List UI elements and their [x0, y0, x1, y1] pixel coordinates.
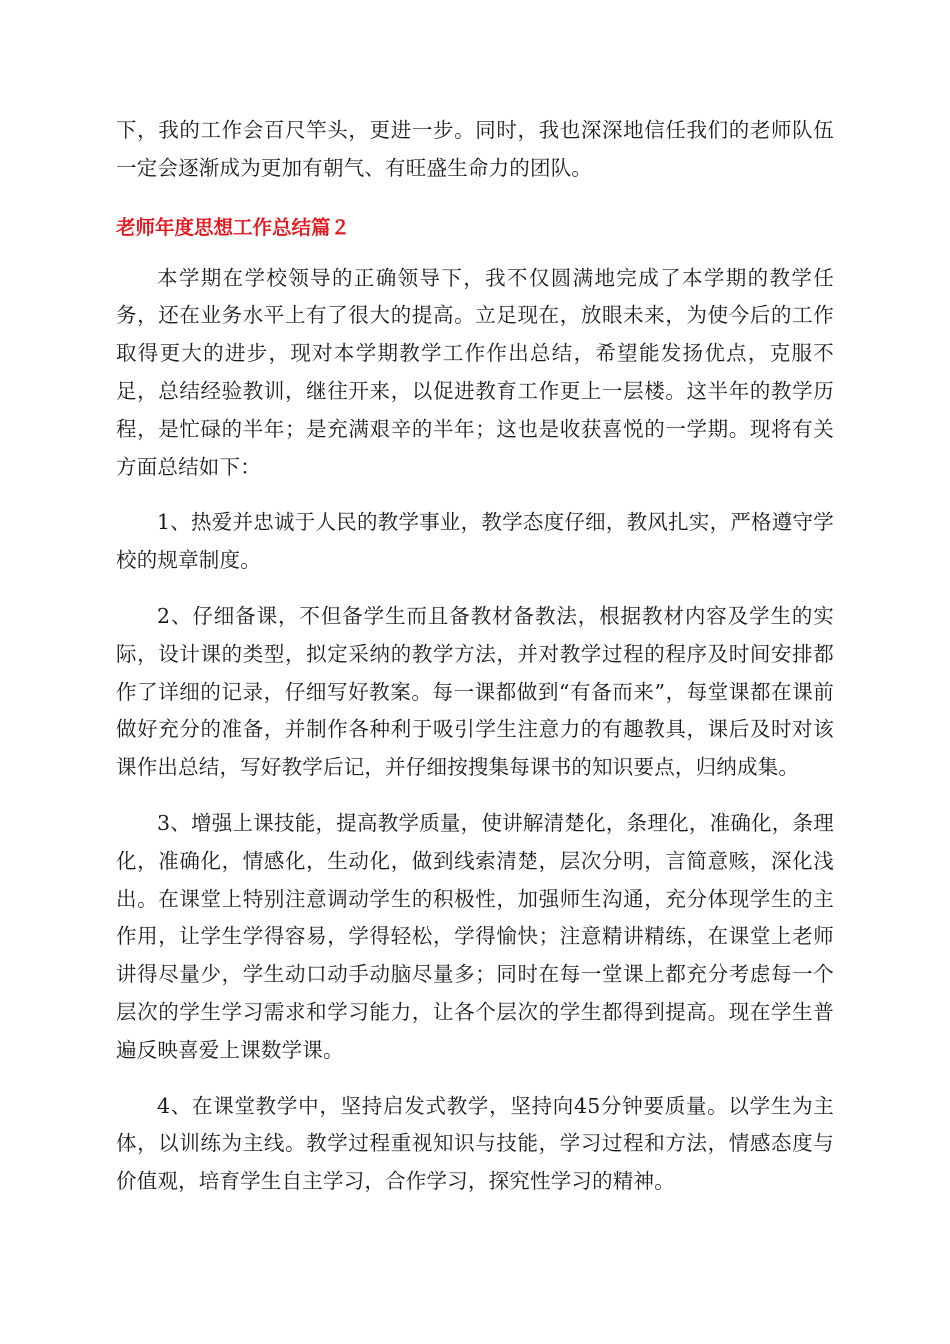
body-paragraph-item-3: 3、增强上课技能，提高教学质量，使讲解清楚化，条理化，准确化，条理化，准确化，情感化，生动化，做到线索清楚，层次分明，言简意赅，深化浅出。在课堂上特别注意调动学生的积极性，加强师生沟通，充分体现学生的主作用，让学生学得容易，学得轻松，学得愉快；注意精讲精练，在课堂上老师讲得尽量少，学生动口动手动脑尽量多；同时在每一堂课上都充分考虑每一个层次的学生学习需求和学习能力，让各个层次的学生都得到提高。现在学生普遍反映喜爱上课数学课。	[116, 810, 834, 1062]
document-page	[116, 112, 834, 1201]
continuation-paragraph: 下，我的工作会百尺竿头，更进一步。同时，我也深深地信任我们的老师队伍一定会逐渐成为更加有朝气、有旺盛生命力的团队。	[116, 118, 834, 180]
body-paragraph-intro: 本学期在学校领导的正确领导下，我不仅圆满地完成了本学期的教学任务，还在业务水平上有了很大的提高。立足现在，放眼未来，为使今后的工作取得更大的进步，现对本学期教学工作作出总结，希望能发扬优点，克服不足，总结经验教训，继往开来，以促进教育工作更上一层楼。这半年的教学历程，是忙碌的半年；是充满艰辛的半年；这也是收获喜悦的一学期。现将有关方面总结如下：	[116, 265, 834, 479]
body-paragraph-item-1: 1、热爱并忠诚于人民的教学事业，教学态度仔细，教风扎实，严格遵守学校的规章制度。	[116, 510, 834, 573]
body-paragraph-item-4: 4、在课堂教学中，坚持启发式教学，坚持向45分钟要质量。以学生为主体，以训练为主线。教学过程重视知识与技能，学习过程和方法，情感态度与价值观，培育学生自主学习，合作学习，探究性学习的精神。	[116, 1093, 834, 1194]
section-heading: 老师年度思想工作总结篇２	[116, 215, 351, 239]
body-paragraph-item-2: 2、仔细备课，不但备学生而且备教材备教法，根据教材内容及学生的实际，设计课的类型，拟定采纳的教学方法，并对教学过程的程序及时间安排都作了详细的记录，仔细写好教案。每一课都做到“有备而来”，每堂课都在课前做好充分的准备，并制作各种利于吸引学生注意力的有趣教具，课后及时对该课作出总结，写好教学后记，并仔细按搜集每课书的知识要点，归纳成集。	[116, 603, 834, 780]
